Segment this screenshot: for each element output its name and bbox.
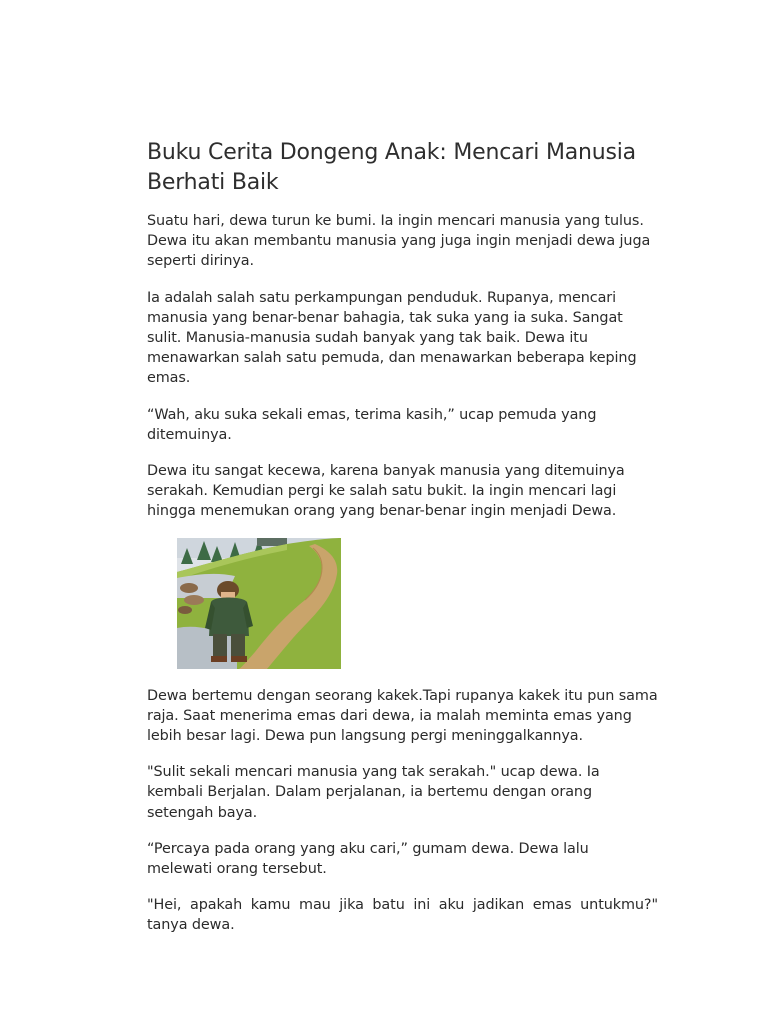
paragraph-3: “Wah, aku suka sekali emas, terima kasih,” ucap pemuda yang ditemuinya. bbox=[147, 406, 597, 443]
article bbox=[147, 138, 658, 952]
paragraph-5: Dewa bertemu dengan seorang kakek.Tapi rupanya kakek itu pun sama raja. Saat menerima emas dari dewa, ia malah meminta emas yang lebih besar lagi. Dewa pun langsung pergi meninggalkannya. bbox=[147, 687, 658, 745]
paragraph-6: "Sulit sekali mencari manusia yang tak serakah." ucap dewa. Ia kembali Berjalan. Dalam perjalanan, ia bertemu dengan orang setengah baya. bbox=[147, 764, 600, 821]
paragraph-7: “Percaya pada orang yang aku cari,” gumam dewa. Dewa lalu melewati orang tersebut. bbox=[147, 840, 589, 878]
paragraph-4: Dewa itu sangat kecewa, karena banyak manusia yang ditemuinya serakah. Kemudian pergi ke salah satu bukit. Ia ingin mencari lagi hingga menemukan orang yang benar-benar ingin menjadi Dewa. bbox=[147, 463, 625, 520]
paragraph-1: Suatu hari, dewa turun ke bumi. Ia ingin mencari manusia yang tulus. Dewa itu akan membantu manusia yang juga ingin menjadi dewa juga seperti dirinya. bbox=[147, 213, 651, 270]
article-title: Buku Cerita Dongeng Anak: Mencari Manusia Berhati Baik bbox=[147, 140, 636, 195]
paragraph-8: "Hei, apakah kamu mau jika batu ini aku jadikan emas untukmu?" tanya dewa. bbox=[147, 897, 658, 934]
man-walking-on-hill-path-illustration bbox=[177, 538, 341, 669]
paragraph-2: Ia adalah salah satu perkampungan penduduk. Rupanya, mencari manusia yang benar-benar bahagia, tak suka yang ia suka. Sangat sulit. Manusia-manusia sudah banyak yang tak baik. Dewa itu menawarkan salah satu pemuda, dan menawarkan beberapa keping emas. bbox=[147, 289, 637, 387]
story-illustration bbox=[177, 538, 341, 669]
